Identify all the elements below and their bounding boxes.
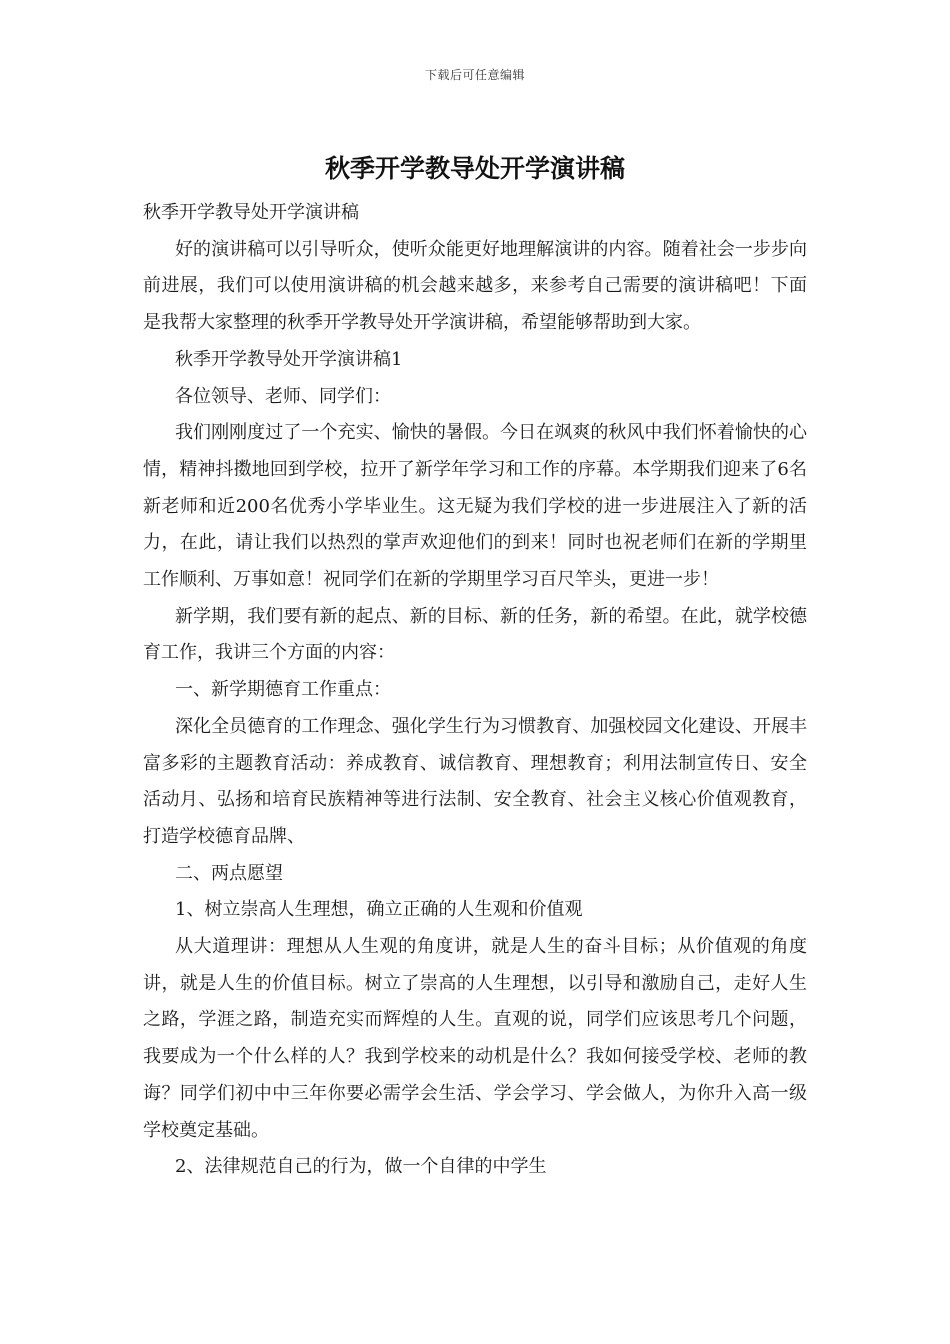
paragraph: 我们刚刚度过了一个充实、愉快的暑假。今日在飒爽的秋风中我们怀着愉快的心情，精神抖擞地回到学校，拉开了新学年学习和工作的序幕。本学期我们迎来了6名新老师和近200名优秀小学毕业生。这无疑为我们学校的进一步进展注入了新的活力，在此，请让我们以热烈的掌声欢迎他们的到来！同时也祝老师们在新的学期里工作顺利、万事如意！祝同学们在新的学期里学习百尺竿头，更进一步！ [143,422,807,591]
paragraph: 从大道理讲：理想从人生观的角度讲，就是人生的奋斗目标；从价值观的角度讲，就是人生的价值目标。树立了崇高的人生理想，以引导和激励自己，走好人生之路，学涯之路，制造充实而辉煌的人生。直观的说，同学们应该思考几个问题，我要成为一个什么样的人？我到学校来的动机是什么？我如何接受学校、老师的教诲？同学们初中中三年你要必需学会生活、学会学习、学会做人，为你升入高一级学校奠定基础。 [143,936,807,1141]
document-body [143,195,807,1186]
paragraph: 深化全员德育的工作理念、强化学生行为习惯教育、加强校园文化建设、开展丰富多彩的主题教育活动：养成教育、诚信教育、理想教育；利用法制宣传日、安全活动月、弘扬和培育民族精神等进行法制、安全教育、社会主义核心价值观教育，打造学校德育品牌、 [143,715,807,847]
paragraph: 一、新学期德育工作重点： [175,679,391,701]
paragraph: 二、两点愿望 [175,862,283,884]
paragraph: 秋季开学教导处开学演讲稿 [143,202,359,223]
paragraph: 好的演讲稿可以引导听众，使听众能更好地理解演讲的内容。随着社会一步步向前进展，我们可以使用演讲稿的机会越来越多，来参考自己需要的演讲稿吧！下面是我帮大家整理的秋季开学教导处开学演讲稿，希望能够帮助到大家。 [143,238,807,334]
document-title: 秋季开学教导处开学演讲稿 [324,154,625,183]
paragraph: 1、树立崇高人生理想，确立正确的人生观和价值观 [175,899,583,921]
paragraph: 秋季开学教导处开学演讲稿1 [175,348,403,370]
paragraph: 2、法律规范自己的行为，做一个自律的中学生 [175,1156,547,1178]
paragraph: 新学期，我们要有新的起点、新的目标、新的任务，新的希望。在此，就学校德育工作，我讲三个方面的内容： [143,605,807,664]
header-note: 下载后可任意编辑 [424,68,525,82]
paragraph: 各位领导、老师、同学们： [175,385,391,407]
